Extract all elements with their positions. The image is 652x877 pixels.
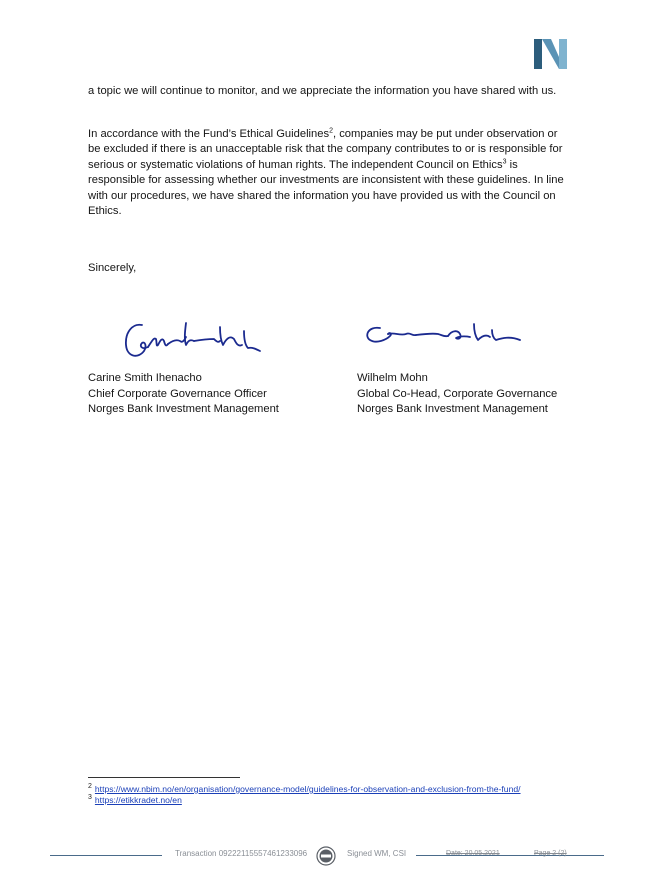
- footnote-number: 3: [88, 794, 92, 802]
- signer-title: Chief Corporate Governance Officer: [88, 387, 267, 400]
- signed-by: Signed WM, CSI: [347, 849, 407, 858]
- signer-block-1: [88, 371, 328, 418]
- footer-rule-right: [416, 855, 604, 856]
- page-number: Page 2 (2): [534, 850, 567, 857]
- signer-block-2: [357, 371, 597, 418]
- footnote-ref-2[interactable]: 2: [329, 127, 333, 135]
- footnote-item: [88, 795, 521, 806]
- paragraph-ethical-guidelines: [88, 127, 570, 219]
- footnote-link-etikkradet[interactable]: https://etikkradet.no/en: [94, 795, 182, 805]
- footer-rule-left: [50, 855, 162, 856]
- paragraph-text-part-c: is responsible for assessing whether our investments are inconsistent with these guidelines. In line with our procedures, we have shared the information you have provided us with the Council on Ethics.: [88, 158, 564, 218]
- paragraph-monitor: a topic we will continue to monitor, and we appreciate the information you have shared with us.: [88, 85, 557, 97]
- signing-date: Date: 20.05.2021: [446, 850, 500, 857]
- signer-name: Wilhelm Mohn: [357, 372, 428, 384]
- signer-organization: Norges Bank Investment Management: [88, 403, 279, 416]
- footnote-item: [88, 784, 521, 795]
- footnote-number: 2: [88, 783, 92, 791]
- signer-name: Carine Smith Ihenacho: [88, 372, 202, 384]
- footnote-divider: [88, 777, 240, 778]
- signer-title: Global Co-Head, Corporate Governance: [357, 387, 558, 400]
- signer-organization: Norges Bank Investment Management: [357, 403, 548, 416]
- transaction-id: Transaction 09222115557461233096: [175, 849, 308, 858]
- signature-carine-smith-ihenacho: [120, 317, 268, 365]
- footnotes: [88, 784, 521, 806]
- paragraph-text-part-a: In accordance with the Fund’s Ethical Guidelines: [88, 128, 330, 140]
- nbim-logo-icon: [534, 39, 567, 69]
- seal-icon: [316, 846, 336, 866]
- footnote-link-nbim[interactable]: https://www.nbim.no/en/organisation/governance-model/guidelines-for-observation-and-exclusion-from-the-fund/: [94, 784, 521, 794]
- paragraph-text-part-b: , companies may be put under observation or be excluded if there is an unacceptable risk that the company contributes to or is responsible for serious or systematic violations of human rights. The independent Council on Ethics: [88, 128, 563, 171]
- closing-salutation: Sincerely,: [88, 262, 137, 274]
- footnote-ref-3[interactable]: 3: [502, 158, 507, 166]
- signing-footer: [50, 846, 604, 866]
- signature-wilhelm-mohn: [362, 322, 527, 350]
